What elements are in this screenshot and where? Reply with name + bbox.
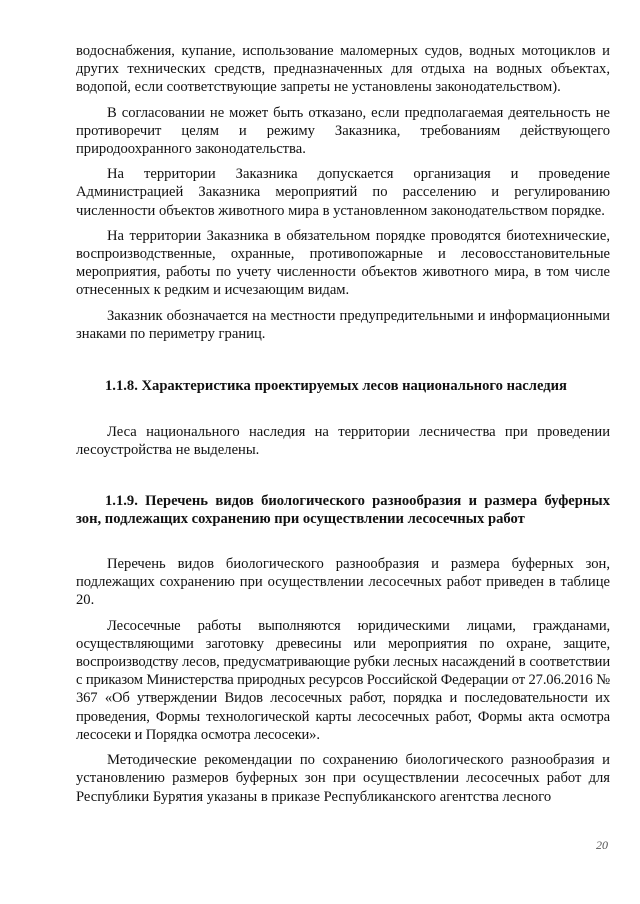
paragraph: Лесосечные работы выполняются юридическими лицами, гражданами, осуществляющими заготовку древесины или мероприятия по охране, защите, воспроизводству лесов, предусматривающие рубки лесных насаждений в соответствии с приказом Министерства природных ресурсов Российской Федерации от 27.06.2016 № 367 «Об утверждении Видов лесосечных работ, порядка и последовательности их проведения, Формы технологической карты лесосечных работ, Формы акта осмотра лесосеки и Порядка осмотра лесосеки». xyxy=(76,617,610,743)
paragraph: На территории Заказника в обязательном порядке проводятся биотехнические, воспроизводственные, охранные, противопожарные и лесовосстановительные мероприятия, работы по учету численности объектов животного мира, в том числе отнесенных к редким и исчезающим видам. xyxy=(76,227,610,299)
paragraph: В согласовании не может быть отказано, если предполагаемая деятельность не противоречит целям и режиму Заказника, требованиям действующего природоохранного законодательства. xyxy=(76,104,610,158)
paragraph: На территории Заказника допускается организация и проведение Администрацией Заказника мероприятий по расселению и регулированию численности объектов животного мира в установленном законодательством порядке. xyxy=(76,166,610,219)
page-number: 20 xyxy=(596,838,608,852)
paragraph: Заказник обозначается на местности предупредительными и информационными знаками по периметру границ. xyxy=(76,307,610,342)
paragraph: водоснабжения, купание, использование маломерных судов, водных мотоциклов и других технических средств, предназначенных для отдыха на водных объектах, водопой, если соответствующие запреты не установлены законодательством). xyxy=(76,43,610,96)
section-heading: 1.1.8. Характеристика проектируемых лесов национального наследия xyxy=(105,378,567,395)
paragraph: Леса национального наследия на территории лесничества при проведении лесоустройства не выделены. xyxy=(76,424,610,459)
paragraph: Перечень видов биологического разнообразия и размера буферных зон, подлежащих сохранению при осуществлении лесосечных работ приведен в таблице 20. xyxy=(76,556,610,609)
paragraph: Методические рекомендации по сохранению биологического разнообразия и установлению размеров буферных зон при осуществлении лесосечных работ для Республики Бурятия указаны в приказе Республиканского агентства лесного xyxy=(76,752,610,805)
section-heading: 1.1.9. Перечень видов биологического разнообразия и размера буферных зон, подлежащих сохранению при осуществлении лесосечных работ xyxy=(76,492,610,527)
